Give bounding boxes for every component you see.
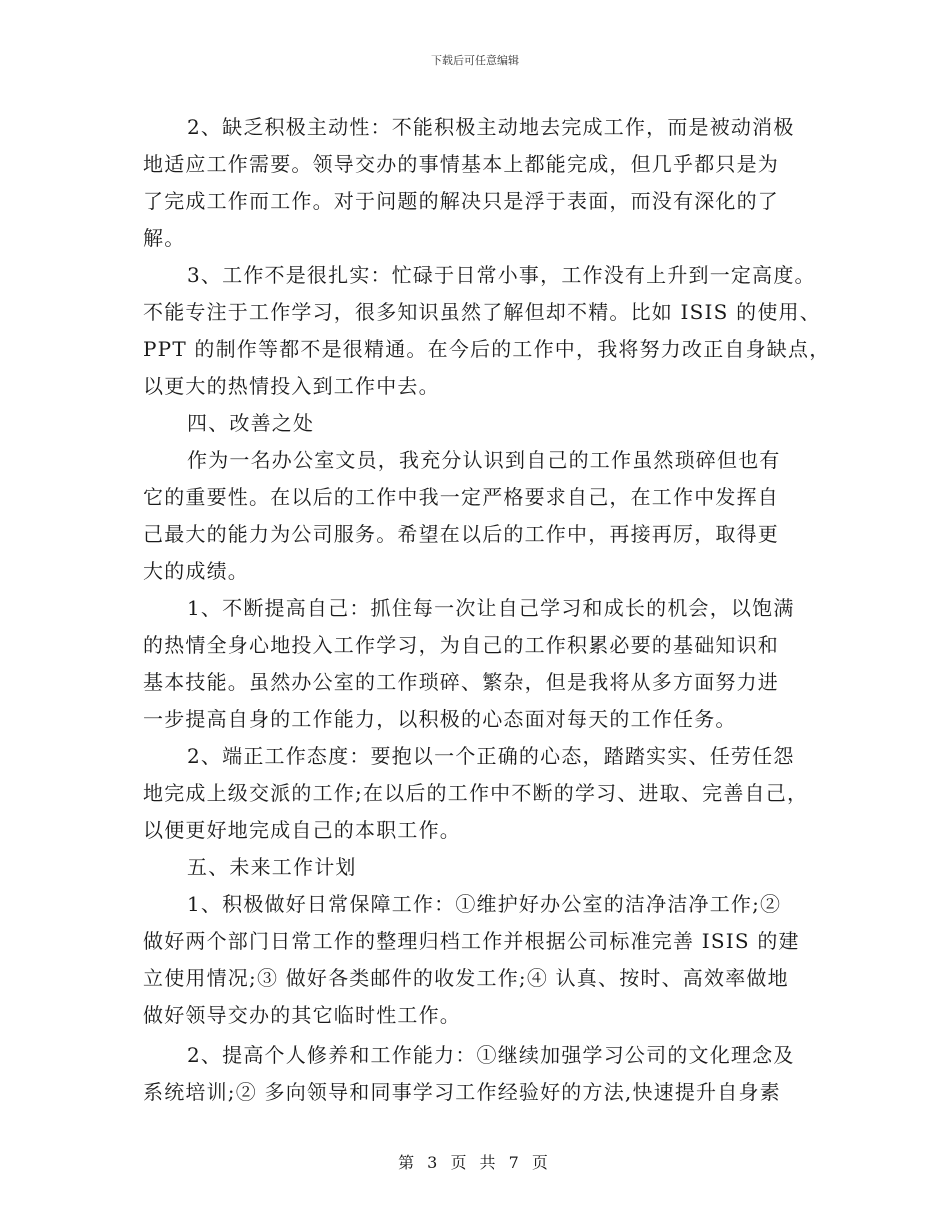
paragraph-line: 大的成绩。: [143, 559, 249, 583]
paragraph-line: 立使用情况;③ 做好各类邮件的收发工作;④ 认真、按时、高效率做地: [143, 966, 789, 990]
paragraph-line: 系统培训;② 多向领导和同事学习工作经验好的方法,快速提升自身素: [143, 1080, 781, 1104]
section-heading: 四、改善之处: [187, 411, 315, 435]
section-heading: 五、未来工作计划: [187, 855, 357, 879]
paragraph-line: 2、缺乏积极主动性：不能积极主动地去完成工作，而是被动消极: [187, 115, 795, 139]
paragraph-line: 己最大的能力为公司服务。希望在以后的工作中，再接再厉，取得更: [143, 522, 779, 546]
paragraph-line: 一步提高自身的工作能力，以积极的心态面对每天的工作任务。: [143, 707, 737, 731]
paragraph-line: 解。: [143, 226, 186, 250]
paragraph-line: 作为一名办公室文员，我充分认识到自己的工作虽然琐碎但也有: [187, 448, 781, 472]
paragraph-line: 基本技能。虽然办公室的工作琐碎、繁杂，但是我将从多方面努力进: [143, 670, 779, 694]
paragraph-line: 1、不断提高自己：抓住每一次让自己学习和成长的机会，以饱满: [187, 596, 795, 620]
page-number: 第 3 页 共 7 页: [398, 1153, 552, 1172]
paragraph-line: 地完成上级交派的工作;在以后的工作中不断的学习、进取、完善自己，: [143, 781, 809, 805]
paragraph-line: 它的重要性。在以后的工作中我一定严格要求自己，在工作中发挥自: [143, 485, 779, 509]
paragraph-line: 2、端正工作态度：要抱以一个正确的心态，踏踏实实、任劳任怨: [187, 744, 795, 768]
paragraph-line: 不能专注于工作学习，很多知识虽然了解但却不精。比如 ISIS 的使用、: [143, 300, 821, 324]
paragraph-line: PPT 的制作等都不是很精通。在今后的工作中，我将努力改正自身缺点，: [143, 337, 831, 361]
paragraph-line: 做好两个部门日常工作的整理归档工作并根据公司标准完善 ISIS 的建: [143, 929, 800, 953]
paragraph-line: 了完成工作而工作。对于问题的解决只是浮于表面，而没有深化的了: [143, 189, 779, 213]
paragraph-line: 以更大的热情投入到工作中去。: [143, 374, 440, 398]
paragraph-line: 3、工作不是很扎实：忙碌于日常小事，工作没有上升到一定高度。: [187, 263, 816, 287]
paragraph-line: 2、提高个人修养和工作能力：①继续加强学习公司的文化理念及: [187, 1043, 795, 1067]
download-note: 下载后可任意编辑: [431, 54, 519, 67]
paragraph-line: 1、积极做好日常保障工作：①维护好办公室的洁净洁净工作;②: [187, 892, 782, 916]
paragraph-line: 地适应工作需要。领导交办的事情基本上都能完成，但几乎都只是为: [143, 152, 779, 176]
paragraph-line: 以便更好地完成自己的本职工作。: [143, 818, 461, 842]
paragraph-line: 做好领导交办的其它临时性工作。: [143, 1003, 461, 1027]
paragraph-line: 的热情全身心地投入工作学习，为自己的工作积累必要的基础知识和: [143, 633, 779, 657]
